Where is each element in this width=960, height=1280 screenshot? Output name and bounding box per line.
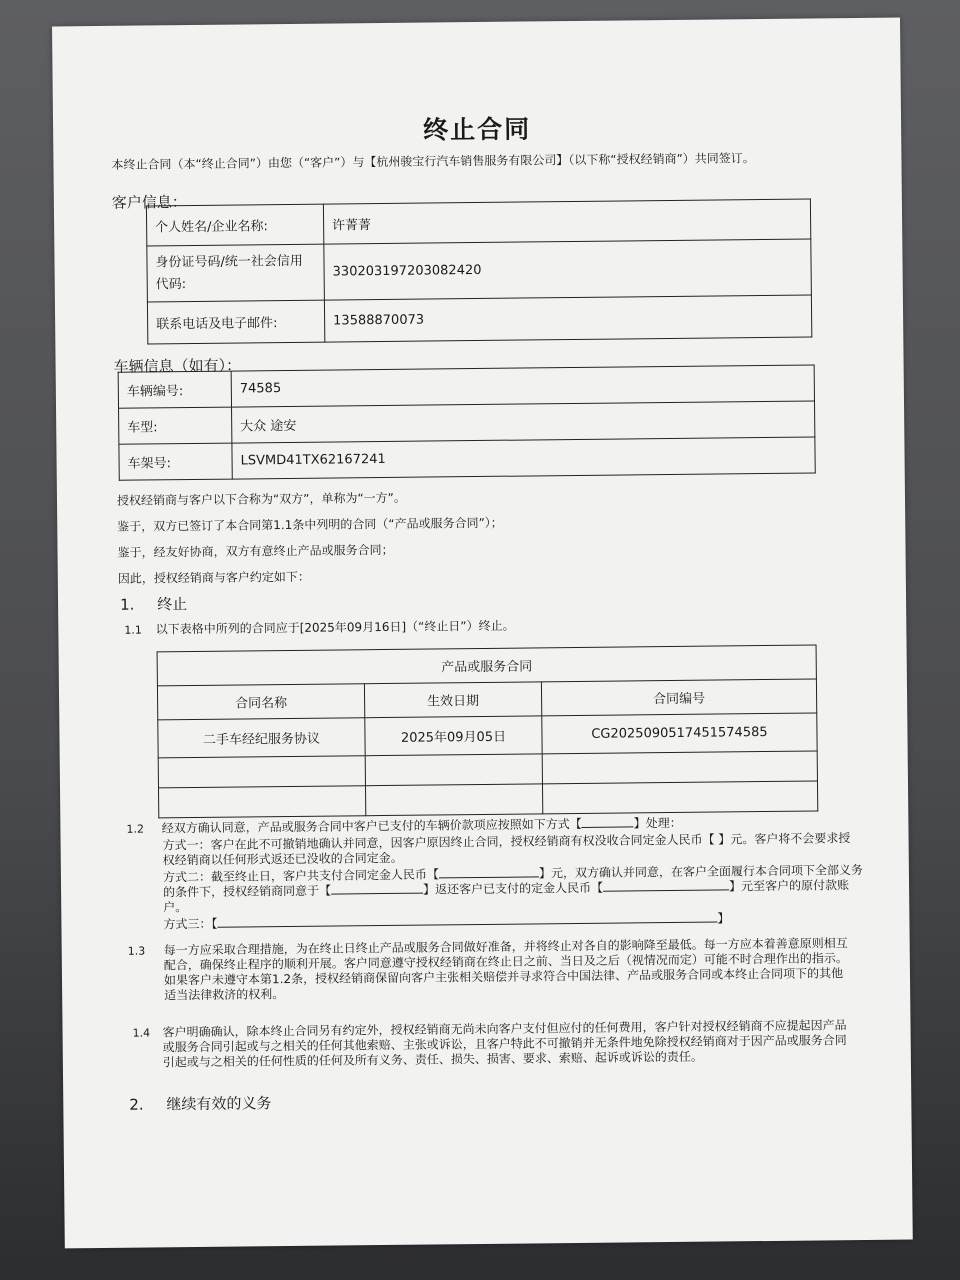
intro-text: 本终止合同（本“终止合同”）由您（“客户”）与【杭州骏宝行汽车销售服务有限公司】（以下称“授权经销商”）共同签订。 [111,151,755,172]
statement-parties: 授权经销商与客户以下合称为“双方”，单称为“一方”。 [116,490,406,508]
way-1-line-a: 方式一：客户在此不可撤销地确认并同意，因客户原因终止合同，授权经销商有权没收合同定金人民币【 】元。客户将不会要求授 [162,831,851,853]
way-1-line-b: 权经销商以任何形式返还已没收的合同定金。 [162,850,403,868]
way-2-line-b2: 】返还客户已支付的定金人民币【 [423,880,604,897]
customer-info-heading: 客户信息： [111,193,187,212]
contracts-header-name: 合同名称 [157,684,364,720]
clause-1-3-line: 如果客户未遵守本第1.2条，授权经销商保留向客户主张相关赔偿并寻求符合中国法律、产品或服务合同或本终止合同项下的其他 [163,966,844,988]
refund-amount-blank [603,889,729,891]
document-page [52,18,913,1249]
section-2-number: 2. [129,1095,144,1114]
customer-id-label: 身份证号码/统一社会信用代码: [147,244,325,302]
clause-1-3-line: 适当法律救济的权利。 [164,987,285,1003]
vehicle-info-heading: 车辆信息（如有）： [113,356,242,376]
section-2-heading [129,1092,271,1114]
customer-contact-label: 联系电话及电子邮件: [147,300,324,344]
contract-number-cell [542,781,817,814]
clause-1-2 [126,814,863,933]
document-title: 终止合同 [422,114,532,145]
vehicle-number-value: 74585 [231,365,814,407]
section-1-title: 终止 [157,595,188,614]
clause-1-1 [124,618,514,639]
section-2-title: 继续有效的义务 [166,1094,272,1114]
customer-info-table [146,199,812,345]
clause-1-3-number: 1.3 [127,944,146,958]
contracts-table-caption: 产品或服务合同 [157,645,816,686]
clause-1-4-number: 1.4 [132,1026,151,1040]
way-2-line-a2: 】元，双方确认并同意，在客户全面履行本合同项下全部义务 [538,862,864,881]
deposit-paid-blank [439,876,539,878]
vehicle-model-value: 大众 途安 [232,401,815,443]
clause-1-2-intro-end: 】处理： [633,815,682,831]
table-row [159,781,818,818]
customer-id-value: 330203197203082420 [324,239,812,300]
vehicle-model-label: 车型: [119,407,232,444]
clause-1-2-number: 1.2 [126,822,145,836]
way-2-line-b3: 】元至客户的原付款账 [729,878,850,894]
way-2-line-a1: 方式二：截至终止日，客户共支付合同定金人民币【 [162,867,440,885]
vehicle-number-label: 车辆编号: [118,371,231,408]
way-2-line-b1: 的条件下，授权经销商同意于【 [163,883,332,900]
contract-date-cell [365,784,542,816]
contract-number-cell: CG2025090517451574585 [542,713,817,754]
contract-name-cell [159,786,366,818]
contract-date-cell: 2025年09月05日 [365,716,542,756]
contract-number-cell [542,751,817,784]
refund-date-blank [331,893,423,895]
clause-1-4-line: 引起或与之相关的任何性质的任何及所有义务、责任、损失、损害、要求、索赔、起诉或诉讼的责任。 [162,1049,703,1070]
vehicle-vin-label: 车架号: [119,443,232,480]
way-2-line-c: 户。 [163,900,188,915]
clause-1-2-intro: 经双方确认同意，产品或服务合同中客户已支付的车辆价款项应按照如下方式【 [161,816,582,836]
clause-1-3-line: 配合，确保终止程序的顺利开展。客户同意遵守授权经销商在终止日之前、当日及之后（视情况而定）可能不时合理作出的指示。 [163,951,848,973]
clause-1-4 [132,1018,846,1070]
way-3-line-a: 方式三：【 [163,916,218,932]
statement-therefore: 因此，授权经销商与客户约定如下： [117,569,310,586]
vehicle-vin-value: LSVMD41TX62167241 [232,437,815,479]
section-1-number: 1. [119,595,135,614]
statement-whereas-1: 鉴于，双方已签订了本合同第1.1条中列明的合同（“产品或服务合同”）； [117,515,503,534]
clause-1-1-number: 1.1 [124,623,142,637]
clause-1-4-line: 或服务合同引起或与之相关的任何其他索赔、主张或诉讼，且客户特此不可撤销并无条件地免除授权经销商对于因产品或服务合同 [162,1033,847,1055]
way-3-blank [217,922,717,928]
way-3-line-b: 】 [717,911,730,926]
contract-name-cell [158,756,365,788]
contracts-header-number: 合同编号 [541,679,816,716]
customer-contact-value: 13588870073 [324,295,811,342]
clause-1-3-line: 每一方应采取合理措施，为在终止日终止产品或服务合同做好准备，并将终止对各自的影响降至最低。每一方应本着善意原则相互 [163,936,848,958]
customer-name-label: 个人姓名/企业名称: [146,204,323,246]
section-1-heading [120,593,187,615]
contracts-table [157,644,819,818]
contract-date-cell [365,754,542,786]
contracts-header-date: 生效日期 [364,682,541,718]
clause-1-3 [128,936,849,1004]
statement-whereas-2: 鉴于，经友好协商，双方有意终止产品或服务合同； [117,542,394,560]
clause-1-1-text: 以下表格中所列的合同应于[2025年09月16日]（“终止日”）终止。 [155,618,515,637]
customer-name-value: 许菁菁 [323,199,810,244]
vehicle-info-table [118,364,816,480]
clause-1-4-line: 客户明确确认，除本终止合同另有约定外，授权经销商无尚未向客户支付但应付的任何费用，客户针对授权经销商不应提起因产品 [162,1018,847,1040]
contract-name-cell: 二手车经纪服务协议 [158,718,365,758]
method-blank [582,826,634,828]
